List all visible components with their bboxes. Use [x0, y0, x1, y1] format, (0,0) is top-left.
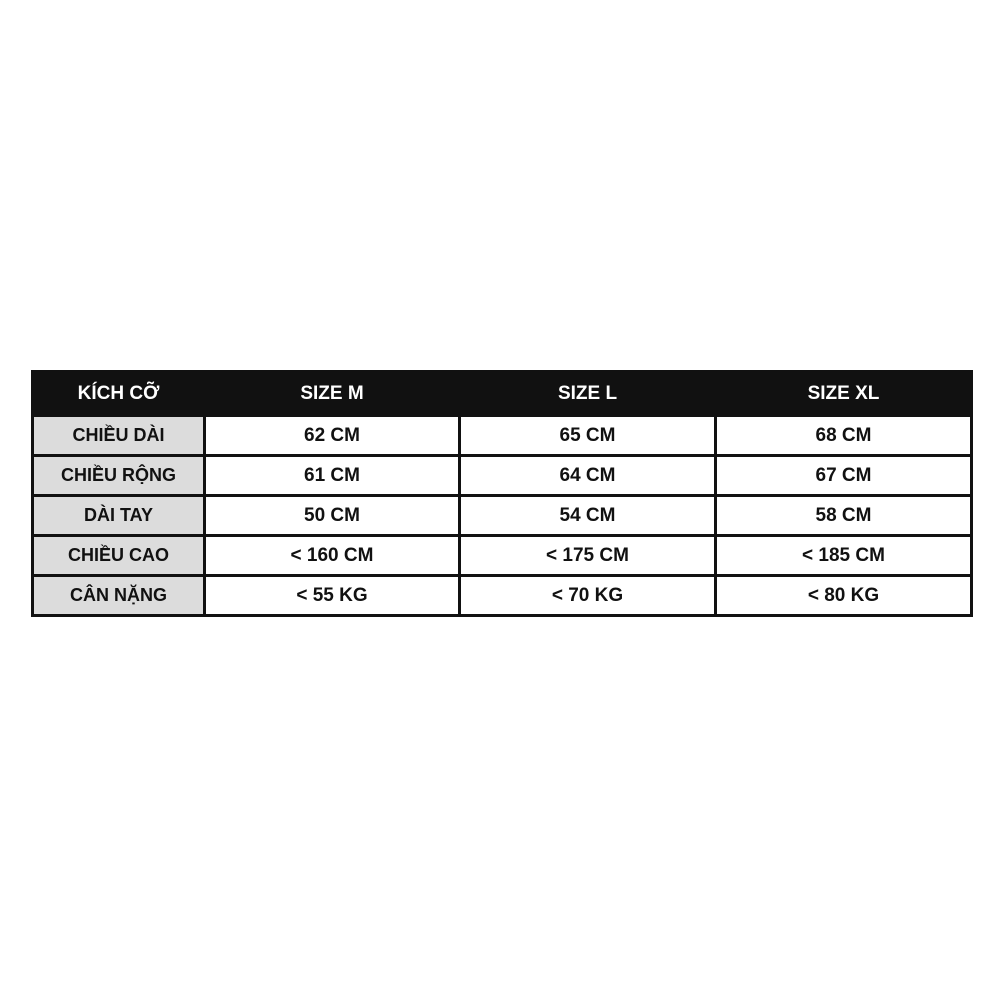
table-cell: 58 CM [716, 496, 972, 536]
table-cell: 65 CM [460, 416, 716, 456]
header-size-m: SIZE M [205, 372, 460, 416]
table-row [33, 536, 972, 576]
row-label: CÂN NẶNG [33, 576, 205, 616]
table-cell: < 55 KG [205, 576, 460, 616]
row-label: CHIỀU CAO [33, 536, 205, 576]
table-cell: < 80 KG [716, 576, 972, 616]
table-cell: < 185 CM [716, 536, 972, 576]
header-size-xl: SIZE XL [716, 372, 972, 416]
header-size-l: SIZE L [460, 372, 716, 416]
table-row [33, 416, 972, 456]
table-row [33, 576, 972, 616]
table-cell: < 160 CM [205, 536, 460, 576]
table-cell: 68 CM [716, 416, 972, 456]
table-header [33, 372, 972, 416]
table-cell: 64 CM [460, 456, 716, 496]
table-cell: < 175 CM [460, 536, 716, 576]
table-cell: 50 CM [205, 496, 460, 536]
row-label: DÀI TAY [33, 496, 205, 536]
table-cell: 67 CM [716, 456, 972, 496]
table-cell: 61 CM [205, 456, 460, 496]
row-label: CHIỀU DÀI [33, 416, 205, 456]
header-size-label: KÍCH CỠ [33, 372, 205, 416]
table-cell: 54 CM [460, 496, 716, 536]
table-row [33, 496, 972, 536]
row-label: CHIỀU RỘNG [33, 456, 205, 496]
table-body [33, 416, 972, 616]
table-cell: < 70 KG [460, 576, 716, 616]
size-chart-table [31, 370, 973, 617]
table-cell: 62 CM [205, 416, 460, 456]
table-row [33, 456, 972, 496]
header-row [33, 372, 972, 416]
